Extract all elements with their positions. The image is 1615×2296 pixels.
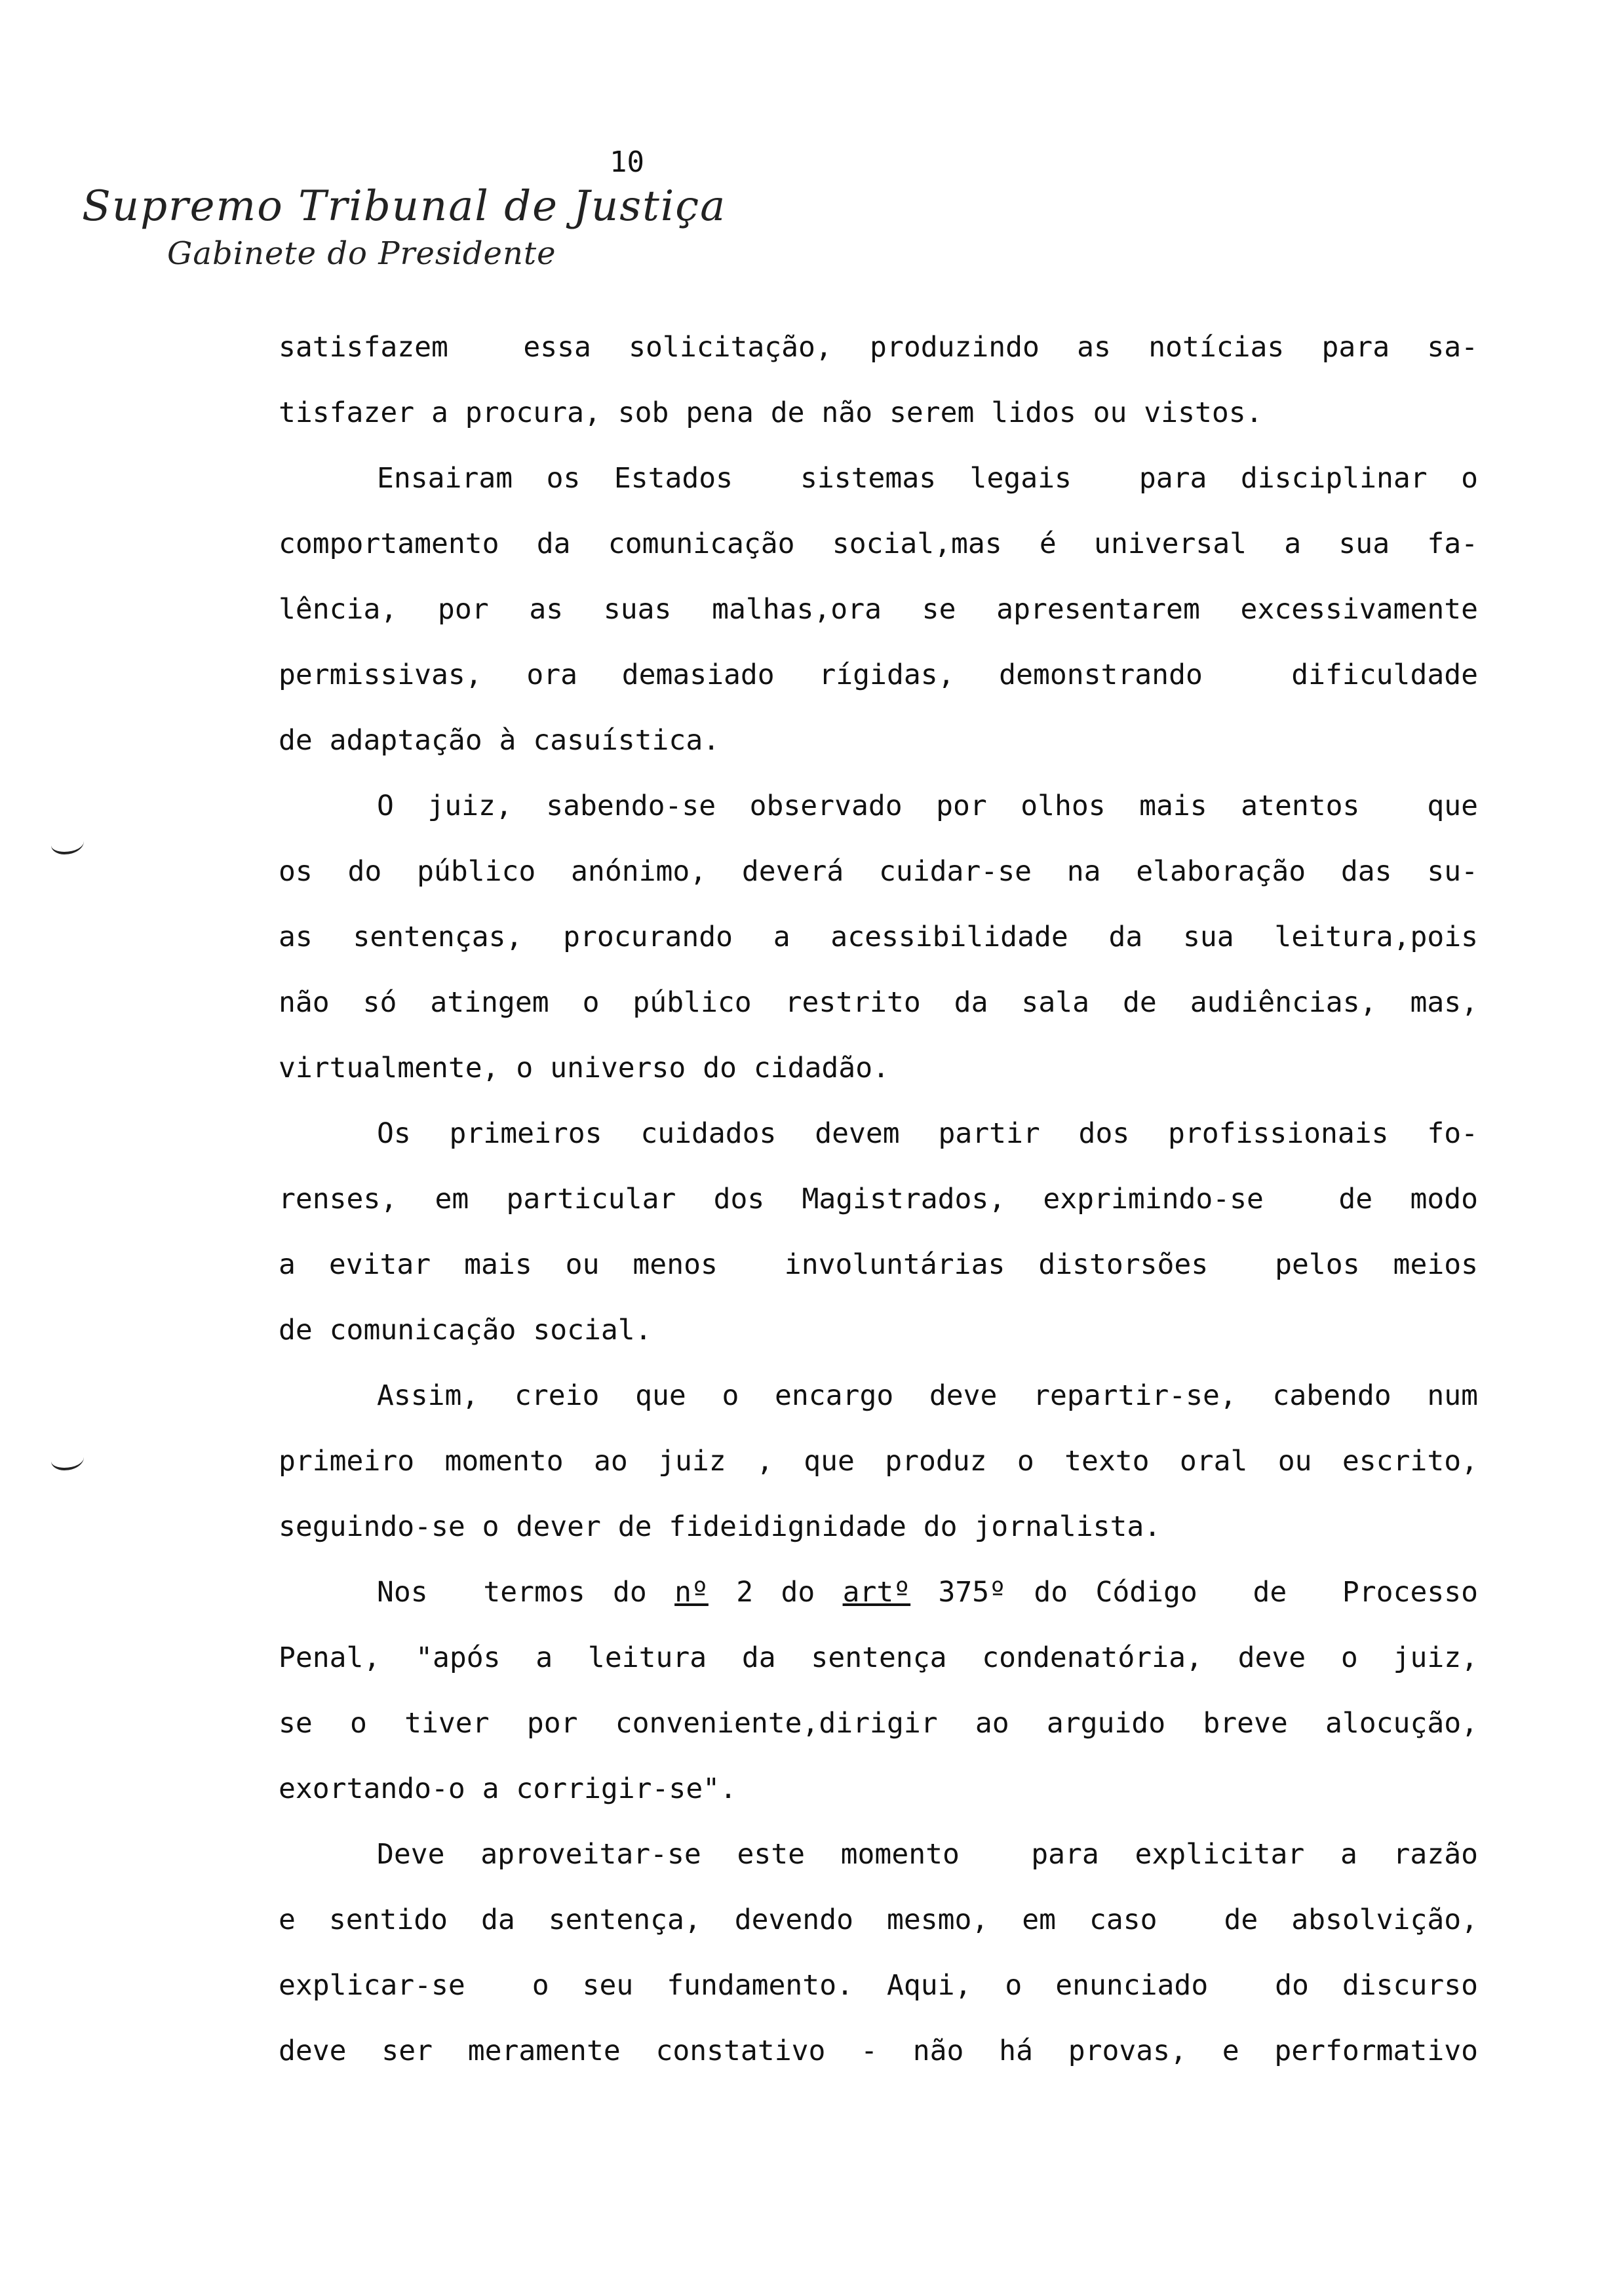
text-line: seguindo-se o dever de fideidignidade do jornalista. [279,1510,1161,1543]
paragraph [279,773,1478,1101]
text-line: primeiro momento ao juiz , que produz o texto oral ou escrito, [279,1445,1478,1478]
letterhead-office: Gabinete do Presidente [167,235,556,272]
text-line: as sentenças, procurando a acessibilidade da sua leitura,pois [279,921,1478,953]
text-line: lência, por as suas malhas,ora se apresentarem excessivamente [279,593,1478,626]
text-line: Os primeiros cuidados devem partir dos profissionais fo- [377,1117,1478,1150]
letterhead-institution: Supremo Tribunal de Justiça [82,182,727,231]
text-line: comportamento da comunicação social,mas é universal a sua fa- [279,527,1478,560]
text-line: não só atingem o público restrito da sala de audiências, mas, [279,986,1478,1019]
article-number: 375º [938,1576,1007,1609]
text-line: tisfazer a procura, sob pena de não serem lidos ou vistos. [279,396,1263,429]
text-line: O juiz, sabendo-se observado por olhos mais atentos que [377,790,1478,822]
text-line: os do público anónimo, deverá cuidar-se na elaboração das su- [279,855,1478,888]
text-line: Ensairam os Estados sistemas legais para disciplinar o [377,462,1478,495]
abbreviation-artigo: artº [842,1576,911,1609]
page-number: 10 [610,145,644,179]
body-text [279,315,1478,2084]
letterhead [82,180,726,275]
text-segment [910,1576,938,1609]
paragraph [279,1559,1478,1822]
paragraph [279,446,1478,773]
text-line: de adaptação à casuística. [279,724,720,757]
text-line: satisfazem essa solicitação, produzindo as notícias para sa- [279,331,1478,364]
abbreviation-numero: nº [674,1576,709,1609]
text-segment: do Código de Processo [1006,1576,1479,1609]
paragraph [279,1363,1478,1559]
text-line: deve ser meramente constativo - não há provas, e performativo [279,2035,1478,2067]
text-line: Assim, creio que o encargo deve repartir-se, cabendo num [377,1379,1478,1412]
text-line: exortando-o a corrigir-se". [279,1772,737,1805]
text-line: explicar-se o seu fundamento. Aqui, o enunciado do discurso [279,1969,1478,2002]
paragraph [279,1822,1478,2084]
text-segment: Nos termos do [377,1576,675,1609]
text-line: Deve aproveitar-se este momento para explicitar a razão [377,1838,1478,1871]
text-segment: 2 do [708,1576,843,1609]
margin-mark [51,1448,84,1470]
text-line: de comunicação social. [279,1314,652,1347]
text-line: permissivas, ora demasiado rígidas, demonstrando dificuldade [279,659,1478,691]
text-line: Penal, "após a leitura da sentença condenatória, deve o juiz, [279,1641,1478,1674]
margin-mark [51,832,84,854]
text-line: a evitar mais ou menos involuntárias distorsões pelos meios [279,1248,1478,1281]
paragraph [279,1101,1478,1363]
text-line: virtualmente, o universo do cidadão. [279,1052,889,1084]
text-line: renses, em particular dos Magistrados, exprimindo-se de modo [279,1183,1478,1215]
text-line: se o tiver por conveniente,dirigir ao arguido breve alocução, [279,1707,1478,1740]
text-line [279,1559,1478,1625]
paragraph [279,315,1478,446]
text-line: e sentido da sentença, devendo mesmo, em caso de absolvição, [279,1904,1478,1936]
